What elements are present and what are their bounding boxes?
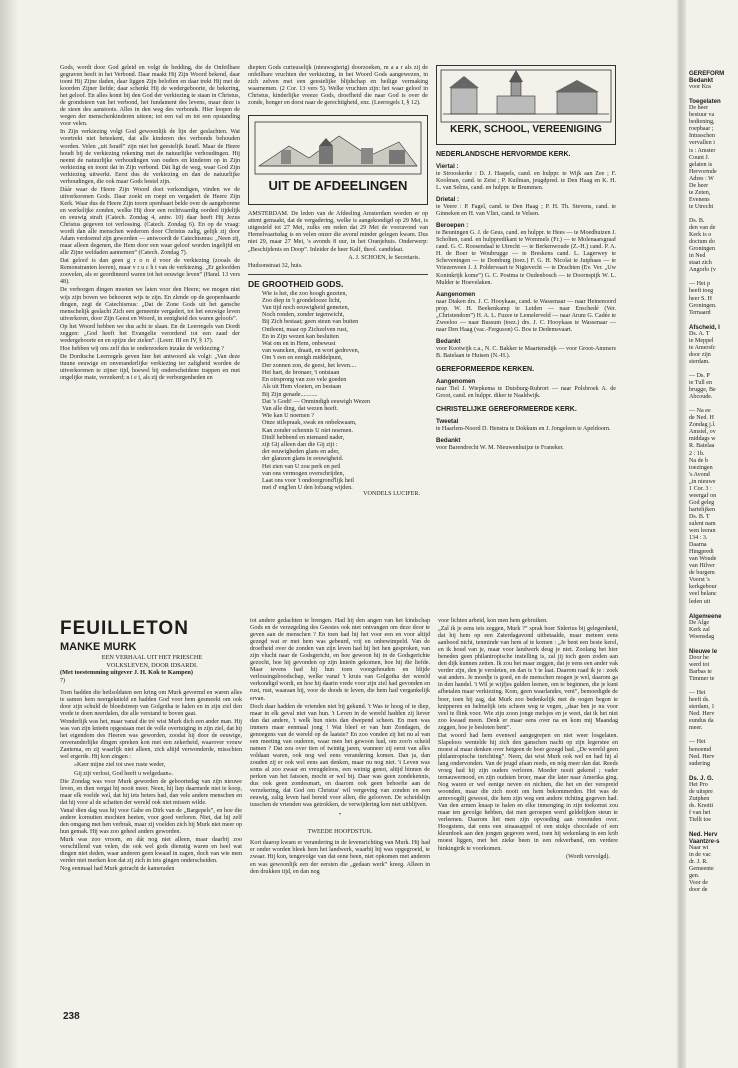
right-column-line: De Alge (689, 619, 710, 626)
right-column-line: Barbas te (689, 668, 712, 675)
paragraph: In Zijn verkiezing volgt God gewoonlijk de lijn der geslachten. Wat voortrekt niet beteekent, dat alle kinderen des verbonds behouden worden. Velen „uit Israël” zijn niet het geestelijk Israël. Maar de Heere houdt bij de verkiezing rekening met de natuurlijke verhoudingen. Hij neemt de natuurlijke verhoudingen van ouders en kinderen op in Zijn verkiezing en toont dat in Zijn verbond. Dàt ligt de weg, waar God Zijn verkiezing uitwerkt. Eerst dus de verkiezing en dan de natuurlijke verhoudingen, die ook maar Gods bestel zijn. (60, 129, 240, 185)
right-column-line: sterdam. (689, 358, 710, 365)
right-column-line: Ds. A. T (689, 330, 710, 337)
right-column-line: God geleg (689, 499, 715, 506)
item-text: te Haarlem-Noord D. Henstra te Dokkum en J. Jongeleen te Apeldoorn. (436, 426, 611, 433)
right-column-line: heeft toeg (689, 288, 714, 295)
item-text: te Strooskerke : D. J. Haspels, cand. en hulppr. te Wijk aan Zee ; F. Koolman, cand. te Zeist ; P. Kuilman, jeugdpred. te Den Haag en K. H. L. van Selms, cand. en hulppr. te Brummen. (436, 171, 616, 192)
right-column-line: Voor de (689, 880, 709, 887)
right-column-line: — Ds. P (689, 373, 710, 380)
feuilleton-header (60, 618, 244, 685)
right-column-line: Ternaard (689, 309, 711, 316)
paragraph: Kort daarop kwam er verandering in de levensrichting van Murk. Hij had er onder worden bleek hem het landwerk, waarbij hij was opgegroeid, te zwaar. Hij kon, tengevolge van dat eene been, niet opkomen met anderen en was gewoonlijk een der eersten die „gedaan werk” kreeg. Alleen in den drukken tijd, en dan nog (250, 840, 430, 875)
item-subheading: Tweetal (436, 418, 459, 426)
right-column-line: Count J. (689, 154, 710, 161)
right-column-line (689, 768, 738, 775)
right-column-line: Ds. B. T (689, 513, 710, 520)
afdeelingen-illustration (249, 116, 427, 178)
afdeelingen-title: UIT DE AFDEELINGEN (268, 178, 408, 194)
right-column-line: middags w (689, 436, 716, 443)
right-column-line: kerkgebour (689, 584, 717, 591)
right-column-line (689, 641, 738, 648)
right-column-line: De heer (689, 182, 709, 189)
feuilleton-byline-1: EEN VERHAAL UIT HET FRIESCHE (101, 654, 203, 661)
right-column-line (689, 824, 738, 831)
right-column-line: f van het (689, 809, 711, 816)
right-column-line: Gemeente (689, 866, 714, 873)
right-column-line: 2 : 1b. (689, 450, 705, 457)
right-column-line: in de vac (689, 852, 711, 859)
right-column-line: Het Pro (689, 781, 708, 788)
paragraph: Dat geloof is dan geen g r o n d voor de verkiezing (zooals de Remonstranten leeren), maar v r u c h t van de verkiezing. „Er geloofden zoovelen, als er geordineerd waren tot het eeuwige leven” (Hand. 13 vers 48). (60, 258, 240, 286)
continued-note: (Wordt vervolgd). (566, 853, 610, 860)
feuilleton-chapter: 7) (60, 678, 66, 684)
paragraph: „Zal ik je eens iets zeggen, Murk ?” sprak boer Siderius bij gelegenheid, dat hij hem op een Zaterdagavond uitbetaalde, maar meteen eens aanbood nicht, tenminde van hem af te komen : „Je bent een beste kerel, en ik houd van je, maar voor landwerk deug je niet. Zoolang het hier beneden geen philantropische instelling is, zal jij toch geen zoden aan den dijk kunnen zetten. Ik zou het maar zeggen, dat je eens een ander vak verder zijn, den je versleten, en dan is 't te laat. Daarom raad ik je : zoek wat anders. Je moedje is goed, en de menschen mogen je wel, daarom ga in den handel. 't Wil je wijfjes gulden leenen, om te beginnen, die je kunt afbetalen maar verkiezing. Kom, geen waarlandes, vent”, bemoedigde de boer, toen hij zag, dat Murk zoo bedenkelijk met de oogen begon te knipperen en helmelijk iets scheen weg te vegen, „daar ben je nu voor veel te flink voor. Wie zijn zoon jonge melsjes en je weet, dat ik het niet zoo kwaad meen. Denk er maar eens over na en kom mij Maandag zeggen, hoe je besloten bent”. (438, 626, 618, 731)
right-column-line: den van de (689, 225, 716, 232)
right-edge-column (689, 70, 738, 894)
right-column-line: staat zich (689, 260, 712, 267)
grootheid-poem (248, 290, 428, 492)
item-subheading: Bedankt (436, 337, 461, 345)
poem-line: Het zien van U zou perk en peil (262, 462, 341, 470)
item-subheading: Aangenomen (436, 377, 476, 385)
poem-line: En oirsprong van zoo vele goeden (262, 376, 347, 384)
right-column-line: Zutphen (689, 795, 710, 802)
right-column-line: De heer (689, 105, 709, 112)
right-column-line: Evenens (689, 196, 710, 203)
right-column-line (689, 606, 738, 613)
page-fold (676, 0, 686, 1068)
kerk-body (436, 150, 616, 452)
poem-line: Wat om en in Hem, onbewust (262, 340, 336, 348)
page-edge-shadow (0, 0, 18, 1068)
right-column-line: van Woude (689, 556, 717, 563)
right-column-line: de burgem (689, 570, 715, 577)
right-column-line: Timmer te (689, 676, 715, 683)
right-column-line (689, 317, 738, 324)
poem-line: van ons vermogen overschrijden, (262, 469, 345, 477)
poem-line: Ontleent, maar op Zichzelven rust, (262, 325, 348, 333)
column-1-top (60, 65, 240, 383)
poem-line: Laat ons voor 't ondoorgrond'lijk heil (262, 476, 354, 484)
item-text: te Beuningen G. J. de Geus, cand. en hulppr. te Hees — te Moedhuizen J. Scholten, cand. en hulppredikant te Wommels (Fr.) — te Molenaarsgraaf cand. G. C. Roosendaal te Utrecht — te Berkenwoude (Z.-H.) cand. P. A. H. de Boer te Woubrugge — te Breskens cand. L. Lagerwey te Scheveningen — te Domburg (toez.) F. G. H. Nicolai te Jutphaas — te Vriezenveen J. J. Poldervaart te Nigtevecht — te Drachten (Ev. Ver. „Uw Koninkrijk kome”) G. C. Postma te Oudenbosch — te Doornspijk W. L. Mulder te Hoevelaken. (436, 230, 616, 286)
poem-line: met d' eng'len U den lofzang wijden. (262, 484, 353, 492)
right-column-line: — Het (689, 690, 706, 697)
church-section-heading: GEREFORMEERDE KERKEN. (436, 365, 535, 373)
right-column-line: Naar wi (689, 845, 709, 852)
right-column-line: brugge, Be (689, 387, 716, 394)
page-number: 238 (63, 1011, 80, 1022)
poem-line: En in Zijn wezen kan besluiten (262, 332, 339, 340)
right-column-line: van Hilver (689, 563, 715, 570)
right-column-line: doctum do (689, 239, 715, 246)
paragraph: Toen hadden die heilsoldaten een kring om Murk gevormd en waren alles te samen hem neergeknield en hadden God voor hem gesmeekt om ook door zijn schuld de bloedstreep van Golgotha te halen en in zijn ziel den vrede te doen neerdalen, die alle verstand te boven gaat. (60, 690, 242, 718)
right-column-line: de uitspre (689, 788, 713, 795)
poem-line: der glanzen glans in eeuwigheid. (262, 455, 344, 463)
right-column-line: de Ned. H (689, 415, 714, 422)
right-column-line: Door he (689, 654, 709, 661)
paragraph: voor lichten arbeid, kon men hem gebruiken. (438, 618, 548, 624)
poem-line: Bij Zijn genade........... (262, 390, 318, 398)
right-column-line: Vaantzre-s (689, 838, 720, 846)
right-column-line: sterdam, 1 (689, 704, 715, 711)
poem-line: van wancken, draait, en wort gedreven, (262, 347, 360, 355)
item-subheading: Beroepen : (436, 222, 469, 230)
poem-line: Wie is het, die zoo hoogh gezeten, (262, 289, 347, 297)
paragraph: Murk was zoo vroom, en dát nog niet alleen, maar daarbij zoo verschillend van velen, die ook wel gods dienstig waren en heel wat dingen niet deden, waar anderen geen kwaad in zagen, doch van wie men verder niet merken kon dat zij zich in iets gingen onderscheiden. (60, 836, 242, 865)
right-column-line: Nieuwe le (689, 647, 718, 655)
item-subheading: Aangenomen (436, 290, 476, 298)
feuilleton-column-2 (250, 618, 430, 877)
poem-line: zijt Gij alleen dan die Gij zijt : (262, 440, 338, 448)
right-column-line: benoemd (689, 746, 712, 753)
right-column-line: „in nieuwe (689, 478, 716, 485)
right-column-line: Kerk zal (689, 626, 710, 633)
right-column-line (689, 211, 738, 218)
right-column-line (689, 683, 738, 690)
poem-line: Kan zonder schennis U niet noemen. (262, 426, 354, 434)
right-column-line: Hingpredi (689, 549, 714, 556)
grootheid-author: VONDELS LUCIFER. (363, 491, 420, 498)
right-column-line: door de (689, 887, 708, 894)
right-column-line (689, 91, 738, 98)
right-column-line: dr. J. R. (689, 859, 708, 866)
paragraph: De Dordtsche Leerregels geven hier het antwoord als volgt: „Van deze ituune eeuwige en onveranderlijke verkiezing ter zaligheid worden de uitverkorenen te zijner tijd, hoewel bij onderscheidene trappen en met ongelijke mate, verzekerd; n i e t, als zij de verborgenheden en (60, 353, 240, 382)
right-column-line: heer S. H (689, 295, 712, 302)
right-column-line: Adres : W (689, 175, 714, 182)
chapter-heading: TWEEDE HOOFDSTUK. (307, 829, 373, 836)
right-column-line: Ds. B. (689, 217, 705, 224)
right-column-line: Na de b (689, 457, 708, 464)
church-section-heading: CHRISTELIJKE GEREFORMEERDE KERK. (436, 406, 577, 414)
right-column-line: Groningen (689, 246, 716, 253)
paragraph: Gods, wordt door God geleid en volgt de bedding, die de Onfeilbare gegraven heeft in het Verbond. Daar maakt Hij Zijn Woord bekend, daar toont Hij Zijne daden, daar liggen Zijn beloften en daar trekt Hij met de koorden Zijner liefde; daar schenkt Hij de wedergeboorte, de bekering, het geloof. En alles komt bij den God der verkiezing te staan in Christus, de grondsteen van het verbond, het fundament des levens, maar deze is de steen des aanstoots. Alles in den weg des verbonds. Hier loopen de wegen der menschenkinderen uiteen; tot een val en tot een opstanding voor velen. (60, 65, 240, 128)
item-text: naar Tiel J. Wiepkema te Duisburg-Ruhrort — naar Polsbroek A. de Groot, cand. en hulppr. diker te Naaldwijk. (436, 385, 616, 399)
paragraph: Dat woord had hem evenwel aangegrepen en niet weer losgelaten. Slapeloos wentelde hij zich den ganschen nacht op zijn legerstee en moest al maar denken over hetgeen de boer gezegd had. „De wereld geen philantropische inrichting”. Neen, dat wist Murk ook wel en had hij al lang ondervonden. Van de jeugd afaan reeds, en nóg meer dan dat. Reeds vroeg had hij zijn ouders verloren. Moeder nooit gekend ; vader ternauwernood, en zijn oudsten broer, maar die later naar Amerika ging. Nog waren er wel eenige neven en nichten, die het en der verspreid woonden, maar die zich nooit om hem bekommerden. Het was de armvoogdij geweest, die hem zijn weg een andere richting gegeven had. Van den armen knaap te halen en elke inmenging in zijn toekomst zou maar ten gevolge hebben, dat men geroepen werd geldelijken steun te verleenen. Daarom liet men zijn opvoeding aan vreemden over. Hoogstens, dat eens een sinaasappel of een stukje chocolade of een kleurdoek aan den jongen gegeven werd, toen hij wekenlang in een krib moest liggen, met het zieke been in een rekverband, om verdere hinkingtrik te voorkomen. (438, 732, 618, 852)
item-text: voor Kootwijk c.a., N. C. Bakker te Maartensdijk — voor Groot-Ammers B. Batelaan te Huisen (N.-H.). (436, 345, 616, 359)
right-column-line: R. Batelaa (689, 443, 715, 450)
poem-line: Noch ronden, zonder tegenwicht, (262, 311, 345, 319)
poem-line: Wie kan U noemen ? (262, 412, 314, 420)
right-column-line: Ned. Herv (689, 831, 718, 839)
grootheid-title: DE GROOTHEID GODS. (248, 278, 344, 289)
right-column-line: Ds. J. G. (689, 774, 714, 782)
right-column-line: door zijn (689, 351, 711, 358)
poem-line: Het hart, de bronaer, 't ontstaan (262, 368, 340, 376)
item-text: naar Diaken drs. J. C. Hooykaas, cand. te Wassenaar — naar Heinenoord prop. W. H. Beekenkamp te Leiden — naar Enschedé (Ver. „Christendom”) H. A. L. Fuzee te Lemelerveld — naar Arum G. Cadée te Zweeloo — naar Bussum (toez.) drs. J. C. Hooykaas te Wassenaar — naar Den Haag (vac.-Ferguson) G. Bos te Dedemsvaart. (436, 298, 616, 333)
poem-line: Der zonnen zon, de geest, het leven.... (262, 361, 357, 369)
feuilleton-subtitle: MANKE MURK (60, 641, 137, 653)
right-column-line: 134 : 3. (689, 535, 708, 542)
right-column-line: 1 Cor. 3 : (689, 485, 712, 492)
right-column-line: gelaten is (689, 161, 713, 168)
paragraph: Op het Woord hebben we dus acht te slaan. En de Leerregels van Dordt zeggen: „God heeft het Evangelie verordend tot een zaad der wedergeboorte en en spijze der zielen”. (Leerr. III en IV, § 17). (60, 323, 240, 344)
poem-line: Van alle ding, dat wezen heeft. (262, 404, 339, 412)
right-column-line: hartelijken (689, 506, 716, 513)
right-column-line (689, 366, 738, 373)
poem-line: Als uit Hem vloeien, en bestaan (262, 383, 342, 391)
paragraph: Vanaf dien dag was hij voor Gabe en Dirk van de „Bargepels”, en hoe die andere kornuiten mochten heeten, voor goed verloren. Niet, dat hij zelf den omgang met hen verbrak, maar zij voelden zich bij Murk niet meer op hun gemak. Hij was zoo geheel anders geworden. (60, 807, 242, 835)
right-column-line: toezingen (689, 464, 713, 471)
right-column-line: voor Kra (689, 84, 711, 91)
paragraph: Die Zondag was voor Murk geworden de geboortedag van zijn nieuwe leven, en dien vergat hij nooit meer. Neen, hij liep daarmede niet te koop, maar elk voelde wel, dat hij iets beters had, dan vele andere menschen en dat hij voor al de schatten der wereld ook niet missen wilde. (60, 778, 242, 806)
kerk-banner (436, 65, 616, 145)
column-2-top (248, 65, 428, 498)
right-column-line: Groningen. (689, 302, 717, 309)
item-subheading: Drietal : (436, 196, 460, 204)
right-column-line: 's Avond (689, 471, 710, 478)
right-column-line: gen. (689, 873, 700, 880)
right-column-line: Voorst 's (689, 577, 710, 584)
right-column-line: — Na ee (689, 408, 711, 415)
poem-line: Dat 's Godt! — Onmindigh eeuwigh Wezen (262, 397, 371, 405)
right-column-line (689, 274, 738, 281)
right-column-line: is : Amster (689, 147, 716, 154)
feuilleton-column-1 (60, 690, 242, 874)
right-column-line: Tiellt toe (689, 816, 711, 823)
paragraph: tot andere gedachten te brengen. Had hij den angen van het kindschap Gods en de verzegeling des Geestes ook niet ontvangen om deze door te geven aan de menschen ? En toen had hij het voor een en voor altijd gezegd wat er met hem was gebeurd, vrij en onbewimpeld. Van de droefheid over de zonden van zijn leven had hij het hen gesproken, van zijn vlucht naar de Godsgericht, en hoe gewoon hij in de Godsgerichte gezocht, hoe hij gevonden op zijn knieën gekomen, hoe hij die liefde. Maar tevens had hij hun toen voorgehouden en blijde verlossingsboodschap, welke vanaf 't kruis van Golgotha der wereld verkondigd wordt, en hoe hij daarin vrede voor zijn ziel had gevonden en rust, rust, waaraan hij, voor de doods te leven, die hem had vergankelijk ervan. (250, 618, 430, 702)
item-subheading: Bedankt (436, 437, 461, 445)
kerk-title: KERK, SCHOOL, VEREENIGING (450, 124, 602, 135)
right-column-line (689, 401, 738, 408)
right-column-line: Ned. Herv (689, 711, 715, 718)
paragraph: Nog eenmaal had Murk getracht de kameraden (60, 866, 175, 873)
right-column-line: ds. Knotti (689, 802, 714, 809)
paragraph: Wonderlijk was het, maar vanaf die tré wist Murk dich een ander man. Hij was van zijn knieën opgestaan met de volle overtuiging in zijn ziel, dat hij het eigendom des Heeren was geworden, zoodat hij door de eeuwige, onveranderlijke dingen spreken kon met een zekerheid, waarover vrouw Zantema, en zij waarlijk niet alleen, zich altijd verwonderde, misschien wel ergerde. Hij kon zingen : (60, 719, 242, 761)
kerk-illustration (437, 66, 615, 126)
afdeelingen-banner (248, 115, 428, 205)
right-column-line: — Het (689, 739, 706, 746)
item-text: voor Barendrecht W. M. Nieuwenhuijze te Franeker. (436, 445, 564, 452)
right-column-line: wen leeran (689, 528, 716, 535)
right-column-line: sudering (689, 760, 710, 767)
paragraph: »Keer mijne ziel tot uwe ruste weder, (74, 762, 166, 769)
col2-intro-text: diepten Gods curieuselijk (nieuwsgierig) doorzoeken, m a a r als zij de onfeilbare vruchten der verkiezing, in het Woord Gods aangewezen, in zich zelven met een geestelijke blijdschap en heilige vermaking waarnemen. (2 Cor. 13 vers 5). Welke vruchten zijn: het waar geloof in Christus, kinderlijke vreeze Gods, droefheid die naar God is over de zonde, honger en dorst naar de gerechtigheid, enz. (Leerregels I, § 12). (248, 65, 428, 107)
right-column-line: te Tull en (689, 380, 713, 387)
right-column-line: Intusschen (689, 133, 716, 140)
right-column-line: te Meppel (689, 337, 714, 344)
feuilleton-column-3 (438, 618, 618, 862)
paragraph: Gij zijt verlost, God heeft u welgedaan«. (74, 770, 174, 777)
poem-line: der eeuwigheden glans en ader, (262, 448, 340, 456)
poem-line: Zoo diep in 't grondelooze licht, (262, 296, 342, 304)
right-column-line: meer. (689, 725, 703, 732)
right-column-line: in Ned (689, 253, 706, 260)
right-column-line: te Utrecht (689, 203, 714, 210)
paragraph: Dáár waar de Heere Zijn Woord doet verkondigen, vinden we de uitverkorenen Gods. Daar zoekt en roept en vergadert de Heere Zijn Kerk. Waar dus de Heere Zijn toorn openbaart belde over de aangeborene en werkelijke zonden, welke Hij door een rechtvaardig oordeel tijdelijk en eeuwig straft (Catech. Zondag 4, antw. 10) daar heeft Hij Jezus Christus gegeven tot verlossing. (Catech. Zondag 6). En op de vraag: wordt dan alle menschen wederom door Christus zalig, gelijk zij door Adam verdoemd zijn geworden — antwoordt de Catechismus: „Neen zij, maar alleen degenen, die Hem door een waar geloof worden ingelijfd en alle Zijne weldaden aannemen” (Catech. Zondag 7). (60, 186, 240, 257)
right-column-line: Algemeene (689, 612, 722, 620)
right-column-line: Hervormde (689, 168, 717, 175)
poem-line: Om 't een en eenigh middelpunt, (262, 354, 343, 362)
feuilleton-byline-2: VOLKSLEVEN, DOOR IDSARDI. (106, 661, 198, 669)
item-text: te Veere : P. Fagel, cand. te Den Haag ; P. H. Th. Stevens, cand. te Ginneken en H. van Vliet, cand. te Velsen. (436, 204, 616, 218)
right-column-line: Daarna (689, 542, 707, 549)
right-column-line: Abcoude. (689, 394, 713, 401)
right-column-line: Ned. Herv (689, 753, 715, 760)
right-column-line: Afscheid, I (689, 323, 720, 331)
right-column-line: eundus da (689, 718, 714, 725)
paragraph: Hoe hebben wij ons zelf dus te onderzoeken inzake de verkiezing ? (60, 345, 224, 352)
right-column-line: GEREFORM (689, 70, 725, 77)
right-column-line: Kerk is o (689, 232, 712, 239)
right-column-line: Zondag j.l. (689, 422, 716, 429)
afdeelingen-text: AMSTERDAM. De leden van de Afdeeling Amsterdam worden er op attent gemaakt, dat de vergadering, welke is aangekondigd op 29 Mei, is uitgesteld tot 27 Mei, zulks om reden dat 29 Mei de vooravond van Hemelvaartsdag is en velen onzer die avond minder gelegen kwam. Dus niet 29, maar 27 Mei, 's avonds 8 uur, in het Oranjehuis. Onderwerp: „Beschijdenis en Doop”. Inleider de heer Kalf, theol. candidaat. (248, 211, 428, 253)
feuilleton-publisher: (Met toestemming uitgever J. H. Kok te Kampen) (60, 669, 193, 676)
right-column-line: roepbaar ; (689, 126, 714, 133)
right-column-line (689, 732, 738, 739)
section-mark: • (338, 812, 342, 819)
right-column-line: heeft ds. (689, 697, 710, 704)
right-column-line: Angorlo (v (689, 267, 716, 274)
poem-line: Bij Zich bestaat; geen steun van buiten (262, 318, 359, 326)
poem-line: Dinlf hebbend en niemand nader, (262, 433, 345, 441)
paragraph: De verborgen dingen moeten we laten voor den Heere; we mogen niet wijs zijn boven we behooren wijs te zijn. En zlende op de geopenbaarde dingen, zegt de Catechismus: „Dat de Zone Gods uit het gansche menschelijk geslacht Zich een gemeente vergadert, tot het eeuwige leven uitverkoren, door Zijn Geest en Woord, in eenigheid des waren geloofs”. (60, 287, 240, 322)
column-3-top (436, 65, 616, 453)
church-section-heading: NEDERLANDSCHE HERVORMDE KERK. (436, 151, 571, 158)
right-column-line: sulent nam (689, 521, 716, 527)
right-column-line: Toegelaten (689, 98, 721, 106)
right-column-line: te Amersfc (689, 344, 716, 351)
right-column-line: leden uit (689, 598, 711, 605)
section-divider (248, 274, 428, 275)
right-column-line: Woensdag (689, 633, 715, 640)
right-column-line: bestuur va (689, 112, 715, 119)
right-column-line: veel belanc (689, 591, 717, 598)
right-column-line: Bedankt (689, 77, 714, 85)
right-column-line: werd tot (689, 661, 710, 668)
right-column-line: vervallen i (689, 140, 715, 147)
right-column-line: te Zeten, (689, 189, 711, 196)
right-column-line: Amstel, ov (689, 429, 716, 436)
afdeelingen-address: Hudsonstraat 32, huis. (248, 262, 303, 269)
right-column-line: weergaf on (689, 492, 717, 499)
poem-line: Onze stilspraak, swak en onbekwaam, (262, 419, 357, 427)
paragraph: Doch daar hadden de vrienden niet bij gekund. 't Was te hoog of te diep, maar in elk geval niet van hun. 't Leven in de wereld hadden zij liever dan dat andere, 't welk hun niets dan dwepend scheen. En men was immers maar eenmaal jong ! Wat bleef er van hun Zondagen, de genoegens van de wereld op de laatste? En zoo vonden zij het nu al van een meeting van ouderen, waar men het gewoon had, om zoo'n scheid namen ? Dat zou over tien of twintig jaren, wanneer zij eerst van alles voldaan waren, ook nog wel eens verandering komen. Dan ja, dan zouden zij er ook wel eens aan denken, maar nu nog niet. 't Leven was soms al zoo zwaar en vreugdeloos, een weinig genot, altijd binnen de perken van het fatsoen, mocht er wel bij. Daar was geen zondekennis, dus ook geen zondesmart, en daarom ook geen behoefte aan de verzekering, dat God om Christus' wil vergeving van zonden en een eeuwig, zalig leven had bereid voor allen, die gelooven. De scheidslijn tusschen de vrienden was getrokken, de verwijdering kon niet uitblijven. (250, 703, 430, 809)
poem-line: Van tijd noch eeuwigheid gemeten, (262, 304, 350, 312)
item-subheading: Viertal : (436, 163, 459, 170)
afdeelingen-signature: A. J. SCHOEN, le Secretaris. (348, 254, 420, 261)
feuilleton-title: FEUILLETON (60, 618, 189, 639)
right-column-line: bediening, (689, 119, 715, 126)
right-column-line: — Het p (689, 281, 710, 288)
